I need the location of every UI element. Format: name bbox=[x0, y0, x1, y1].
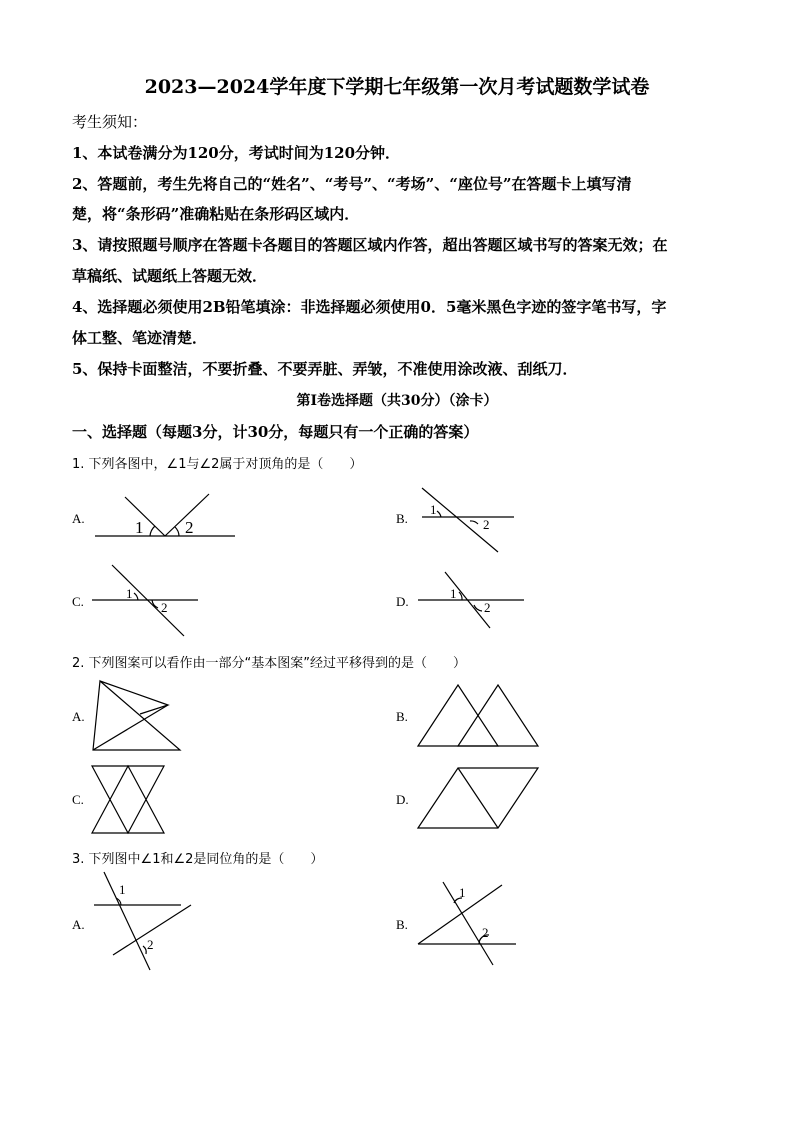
angle-label-2: 2 bbox=[161, 600, 168, 615]
part1-header: 第I卷选择题（共30分）（涂卡） bbox=[296, 393, 498, 409]
notice-item: 1、本试卷满分为120分，考试时间为120分钟． bbox=[72, 144, 401, 162]
angle-label-2: 2 bbox=[484, 600, 491, 615]
angle-label-1: 1 bbox=[430, 502, 437, 517]
page-title: 2023—2024学年度下学期七年级第一次月考试题数学试卷 bbox=[144, 76, 650, 98]
notice-item: 2、答题前，考生先将自己的“姓名”、“考号”、“考场”、“座位号”在答题卡上填写清 bbox=[72, 175, 632, 193]
q1-option-d-label: D. bbox=[396, 594, 409, 609]
q2-option-a-label: A. bbox=[72, 709, 85, 724]
angle-label-1: 1 bbox=[126, 586, 133, 601]
angle-label-2: 2 bbox=[483, 517, 490, 532]
angle-label-2: 2 bbox=[185, 518, 194, 537]
angle-label-2: 2 bbox=[147, 937, 154, 952]
q1-option-a-label: A. bbox=[72, 511, 85, 526]
angle-label-1: 1 bbox=[450, 586, 457, 601]
q2-option-c-label: C. bbox=[72, 792, 84, 807]
question-3-stem: 3. 下列图中∠1和∠2是同位角的是（ ） bbox=[72, 852, 324, 867]
question-2-stem: 2. 下列图案可以看作由一部分“基本图案”经过平移得到的是（ ） bbox=[72, 656, 467, 671]
q3-option-b-label: B. bbox=[396, 917, 408, 932]
q1-option-c-label: C. bbox=[72, 594, 84, 609]
notice-item: 4、选择题必须使用2B铅笔填涂：非选择题必须使用0．5毫米黑色字迹的签字笔书写，字 bbox=[72, 298, 667, 316]
question-1-stem: 1. 下列各图中，∠1与∠2属于对顶角的是（ ） bbox=[72, 457, 363, 472]
section1-header: 一、选择题（每题3分，计30分，每题只有一个正确的答案） bbox=[72, 423, 479, 441]
angle-label-2: 2 bbox=[482, 925, 489, 940]
q1-option-b-label: B. bbox=[396, 511, 408, 526]
q3-option-a-label: A. bbox=[72, 917, 85, 932]
notice-heading: 考生须知： bbox=[72, 113, 148, 131]
angle-label-1: 1 bbox=[459, 885, 466, 900]
angle-label-1: 1 bbox=[119, 882, 126, 897]
q2-option-d-label: D. bbox=[396, 792, 409, 807]
q2-option-b-label: B. bbox=[396, 709, 408, 724]
notice-item: 楚，将“条形码”准确粘贴在条形码区域内． bbox=[72, 205, 360, 223]
notice-item: 体工整、笔迹清楚． bbox=[72, 329, 208, 347]
notice-item: 5、保持卡面整洁，不要折叠、不要弄脏、弄皱，不准使用涂改液、刮纸刀． bbox=[72, 360, 578, 378]
notice-item: 3、请按照题号顺序在答题卡各题目的答题区域内作答，超出答题区域书写的答案无效；在 bbox=[72, 236, 668, 254]
angle-label-1: 1 bbox=[135, 518, 144, 537]
notice-item: 草稿纸、试题纸上答题无效． bbox=[72, 267, 268, 285]
